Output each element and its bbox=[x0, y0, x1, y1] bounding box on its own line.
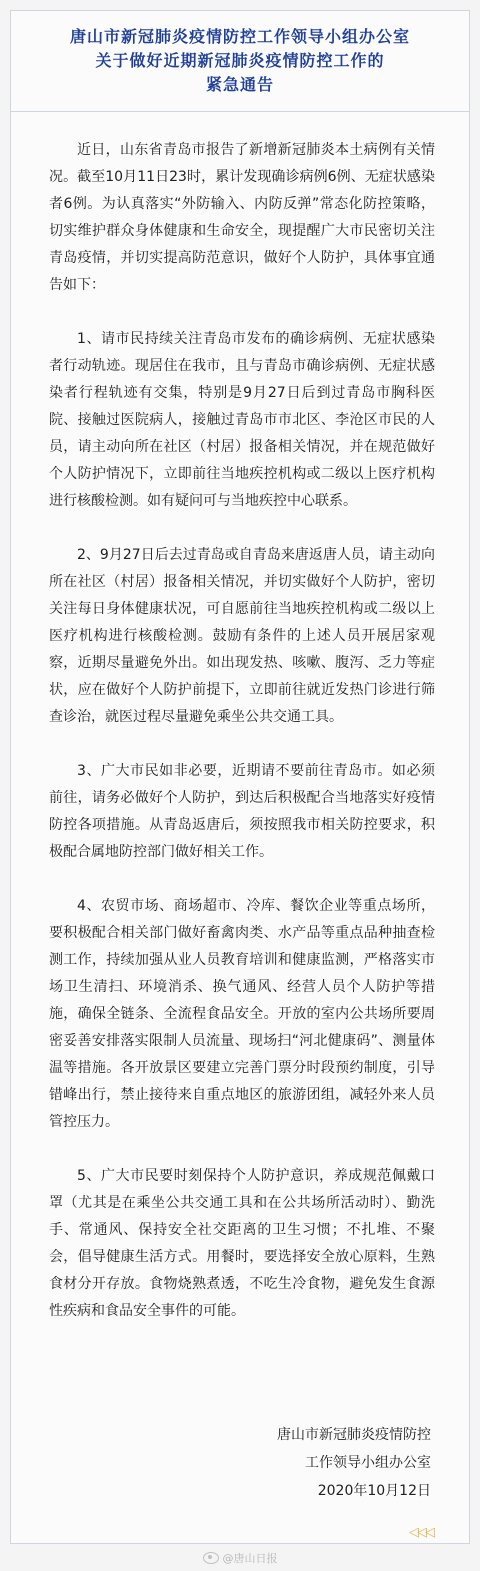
signature-line-1: 唐山市新冠肺炎疫情防控 bbox=[277, 1427, 431, 1443]
item-1-paragraph: 1、请市民持续关注青岛市发布的确诊病例、无症状感染者行动轨迹。现居住在我市，且与青岛市确诊病例、无症状感染者行程轨迹有交集，特别是9月27日后到过青岛市胸科医院、接触过医院病人，接触过青岛市市北区、李沧区市民的人员，请主动向所在社区（村居）报备相关情况，并在规范做好个人防护情况下，立即前往当地疾控机构或二级以上医疗机构进行核酸检测。如有疑问可与当地疾控中心联系。 bbox=[49, 331, 435, 509]
item-5-paragraph: 5、广大市民要时刻保持个人防护意识，养成规范佩戴口罩（尤其是在乘坐公共交通工具和在公共场所活动时）、勤洗手、常通风、保持安全社交距离的卫生习惯；不扎堆、不聚会，倡导健康生活方式。用餐时，要选择安全放心原料，生熟食材分开存放。食物烧熟煮透，不吃生冷食物，避免发生食源性疾病和食品安全事件的可能。 bbox=[49, 1168, 435, 1319]
watermark bbox=[0, 1550, 480, 1566]
notice-document bbox=[10, 10, 470, 1544]
item-4-paragraph: 4、农贸市场、商场超市、冷库、餐饮企业等重点场所，要积极配合相关部门做好畜禽肉类、水产品等重点品种抽查检测工作，持续加强从业人员教育培训和健康监测，严格落实市场卫生清扫、环境消杀、换气通风、经营人员个人防护等措施，确保全链条、全流程食品安全。开放的室内公共场所要周密妥善安排落实限制人员流量、现场扫“河北健康码”、测量体温等措施。各开放景区要建立完善门票分时段预约制度，引导错峰出行，禁止接待来自重点地区的旅游团组，减轻外来人员管控压力。 bbox=[49, 898, 435, 1130]
item-2-paragraph: 2、9月27日后去过青岛或自青岛来唐返唐人员，请主动向所在社区（村居）报备相关情况，并切实做好个人防护，密切关注每日身体健康状况，可自愿前往当地疾控机构或二级以上医疗机构进行核酸检测。鼓励有条件的上述人员开展居家观察，近期尽量避免外出。如出现发热、咳嗽、腹泻、乏力等症状，应在做好个人防护前提下，立即前往就近发热门诊进行筛查诊治，就医过程尽量避免乘坐公共交通工具。 bbox=[49, 547, 435, 725]
signature-line-2: 工作领导小组办公室 bbox=[305, 1455, 431, 1471]
watermark-text: @唐山日报 bbox=[222, 1552, 278, 1565]
signature-date: 2020年10月12日 bbox=[317, 1483, 431, 1499]
intro-paragraph: 近日，山东省青岛市报告了新增新冠肺炎本土病例有关情况。截至10月11日23时，累计发现确诊病例6例、无症状感染者6例。为认真落实“外防输入、内防反弹”常态化防控策略，切实维护群众身体健康和生命安全，现提醒广大市民密切关注青岛疫情，并切实提高防范意识，做好个人防护，具体事宜通告如下： bbox=[49, 142, 435, 293]
decoration-arrows: ◁◁◁ bbox=[409, 1525, 433, 1540]
title-line-1: 唐山市新冠肺炎疫情防控工作领导小组办公室 bbox=[69, 27, 410, 46]
title-line-2: 关于做好近期新冠肺炎疫情防控工作的 bbox=[95, 51, 385, 70]
document-header bbox=[11, 11, 469, 112]
title-line-3: 紧急通告 bbox=[205, 75, 274, 94]
weibo-icon bbox=[203, 1552, 219, 1564]
document-body bbox=[49, 111, 435, 1325]
item-3-paragraph: 3、广大市民如非必要，近期请不要前往青岛市。如必须前往，请务必做好个人防护，到达后积极配合当地落实好疫情防控各项措施。从青岛返唐后，须按照我市相关防控要求，积极配合属地防控部门做好相关工作。 bbox=[49, 763, 435, 860]
